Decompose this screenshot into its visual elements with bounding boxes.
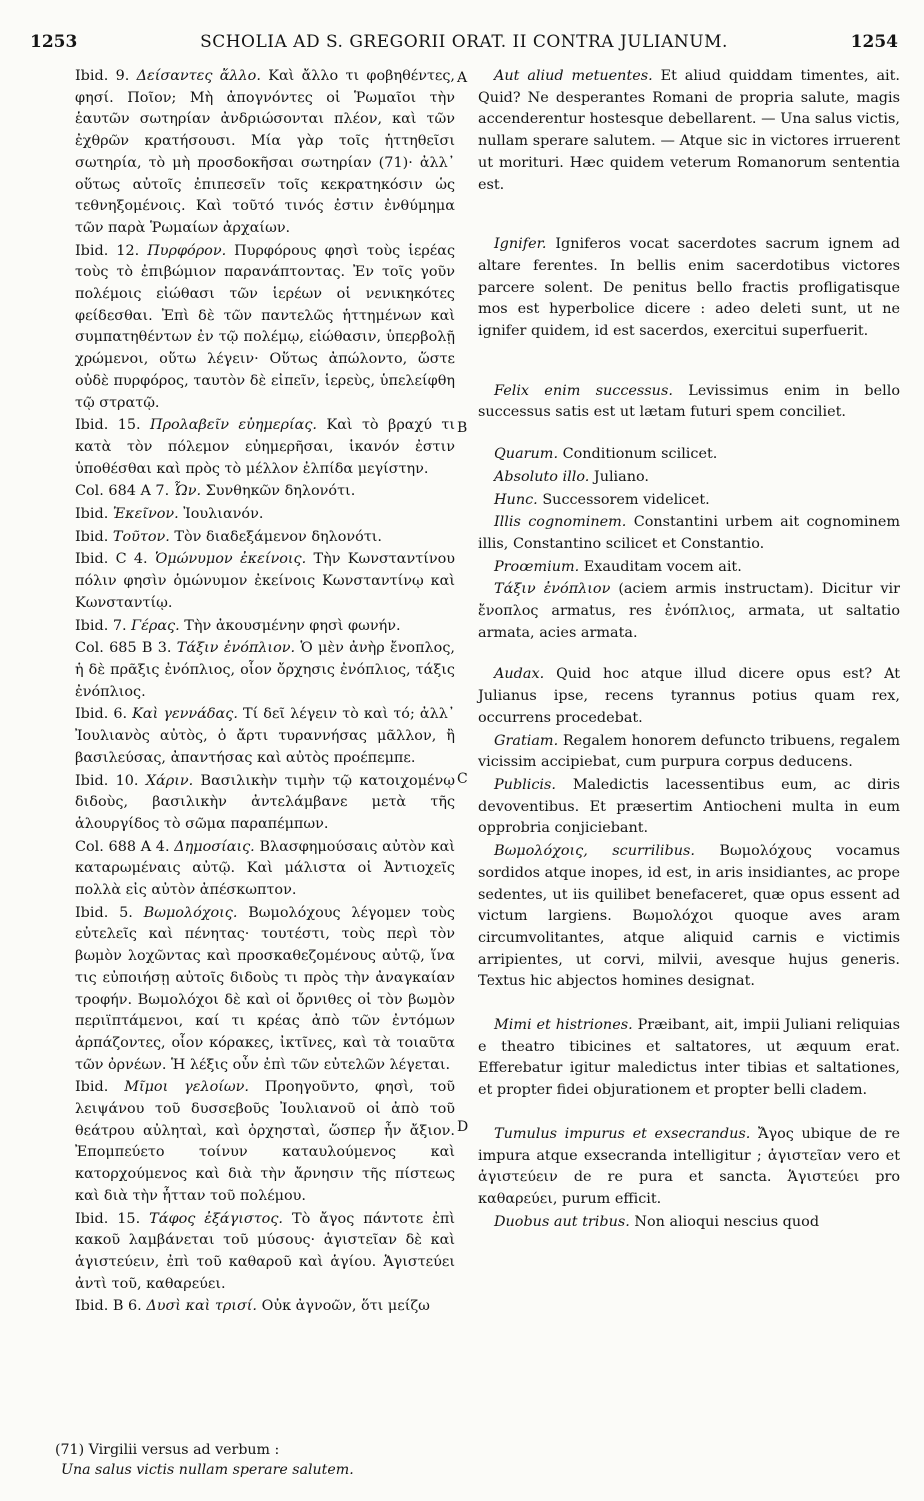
latin-scholion: Gratiam. Regalem honorem defuncto tribuens, regalem vicissim accipiebat, cum purpura corpus deducens. <box>478 732 900 771</box>
footnote <box>55 1440 354 1480</box>
latin-scholion: Absoluto illo. Juliano. <box>494 468 649 485</box>
greek-scholion: Ibid. 7. Γέρας. Τὴν ἀκουσμένην φησὶ φωνήν. <box>75 617 401 634</box>
greek-scholion: Ibid. Τοῦτον. Τὸν διαδεξάμενον δηλονότι. <box>75 528 382 545</box>
latin-scholion: Aut aliud metuentes. Et aliud quiddam timentes, ait. Quid? Ne desperantes Romani de propria salute, magis accenderentur hostesque debellarent. — Una salus victis, nullam sperare salutem. — Atque sic in victores irruerent ut morituri. Hæc quidem veterum Romanorum sententia est. <box>478 68 900 193</box>
greek-scholion: Ibid. 12. Πυρφόρον. Πυρφόρους φησὶ τοὺς ἱερέας τοὺς τὸ ἐπιβώμιον παρανάπτοντας. Ἐν τοῖς γοῦν πολέμοις εἰώθασι τῶν ἱερέων οἱ νενικηκότες φείδεσθαι. Ἐπὶ δὲ τῶν παντελῶς ἡττημένων καὶ συμπατηθέντων ἐν τῷ πολέμῳ, εἰώθασιν, ὑπερβολῇ χρώμενοι, οὕτω λέγειν· Οὕτως ἀπώλοντο, ὥστε οὐδὲ πυρφόρος, ταυτὸν δὲ εἰπεῖν, ἱερεὺς, ὑπελείφθη τῷ στρατῷ. <box>75 242 456 411</box>
margin-letter-c: C <box>457 771 468 787</box>
greek-scholion: Ibid. 5. Βωμολόχοις. Βωμολόχους λέγομεν τοὺς εὐτελεῖς καὶ πένητας· τουτέστι, τοὺς περὶ τὸν βωμὸν λοχῶντας καὶ προσκαθεζομένους αὐτῷ, ἵνα τις εὐποιήσῃ αὐτοῖς διδοὺς τι πρὸς τὴν ἀναγκαίαν τροφήν. Βωμολόχοι δὲ καὶ οἱ ὄρνιθες οἱ τὸν βωμὸν περιϊπτάμενοι, καί τι κρέας ἀπὸ τῶν ἐντόμων ἁρπάζοντες, οἷον κόρακες, ἰκτῖνες, καὶ τὰ τοιαῦτα τῶν ὀρνέων. Ἡ λέξις οὖν ἐπὶ τῶν εὐτελῶν λέγεται. <box>75 904 455 1073</box>
greek-scholion: Ibid. C 4. Ὁμώνυμον ἐκείνοις. Τὴν Κωνσταντίνου πόλιν φησὶν ὁμώνυμον ἐκείνοις Κωνσταντίνῳ καὶ Κωνσταντίῳ. <box>75 551 455 611</box>
page-number-right: 1254 <box>850 32 898 52</box>
greek-scholion: Ibid. B 6. Δυσὶ καὶ τρισί. Οὐκ ἀγνοῶν, ὅτι μείζω <box>75 1298 430 1315</box>
margin-letter-a: A <box>457 70 468 86</box>
margin-letter-d: D <box>457 1119 469 1135</box>
greek-scholion: Ibid. Ἐκεῖνον. Ἰουλιανόν. <box>75 506 264 523</box>
latin-scholion: Proœmium. Exauditam vocem ait. <box>494 558 742 575</box>
margin-letter-b: B <box>457 420 468 436</box>
greek-scholion: Ibid. 10. Χάριν. Βασιλικὴν τιμὴν τῷ κατοιχομένῳ διδοὺς, βασιλικὴν ἀντελάμβανε μετὰ τῆς ἁλουργίδος τὸ σῶμα παραπέμπων. <box>75 772 455 832</box>
latin-scholion: Quarum. Conditionum scilicet. <box>494 446 718 463</box>
latin-scholion: Duobus aut tribus. Non alioqui nescius quod <box>494 1213 820 1230</box>
latin-scholion: Publicis. Maledictis lacessentibus eum, ac diris devoventibus. Et præsertim Antiocheni multa in eum opprobria conjiciebant. <box>478 776 901 837</box>
greek-scholion: Col. 685 B 3. Τάξιν ἐνόπλιον. Ὁ μὲν ἀνὴρ ἔνοπλος, ἡ δὲ πρᾶξις ἐνόπλιος, οἷον ὄρχησις ἐνόπλιος, τάξις ἐνόπλιος. <box>75 640 455 700</box>
latin-scholion: Tumulus impurus et exsecrandus. Ἄγος ubique de re impura atque exsecranda intelligitur ; ἁγιστεῖαν vero et ἁγιστεύειν de re pura et sancta. Ἁγιστεύει pro καθαρεύει, purum efficit. <box>478 1125 901 1207</box>
latin-scholion: Audax. Quid hoc atque illud dicere opus est? At Julianus ipse, recens tyrannus potius quam rex, occurrens procedebat. <box>478 666 900 726</box>
footnote-quote: Una salus victis nullam sperare salutem. <box>61 1462 354 1478</box>
latin-scholion: Hunc. Successorem videlicet. <box>494 491 710 508</box>
latin-scholion: Mimi et histriones. Præibant, ait, impii Juliani reliquias e theatro tibicines et saltatores, ut æquum erat. Efferebatur igitur maledictus inter tibias et saltationes, et propter fidei objurationem et propter belli cladem. <box>478 1017 901 1099</box>
latin-column <box>478 66 900 1233</box>
greek-scholion: Ibid. Μῖμοι γελοίων. Προηγοῦντο, φησὶ, τοῦ λειψάνου τοῦ δυσσεβοῦς Ἰουλιανοῦ οἱ ἀπὸ τοῦ θεάτρου αὐληταὶ, καὶ ὀρχησταὶ, ὥσπερ ἦν ἄξιον. Ἐπομπεύετο τοίνυν καταυλούμενος καὶ κατορχούμενος καὶ διὰ τὴν ἄρνησιν τῆς πίστεως καὶ διὰ τὴν ἧτταν τοῦ πολέμου. <box>75 1079 456 1204</box>
greek-scholion: Col. 688 A 4. Δημοσίαις. Βλασφημούσαις αὐτὸν καὶ καταρωμέναις αὐτῷ. Καὶ μάλιστα οἱ Ἀντιοχεῖς πολλὰ εἰς αὐτὸν ἀπέσκωπτον. <box>75 838 455 899</box>
latin-scholion: Ignifer. Igniferos vocat sacerdotes sacrum ignem ad altare ferentes. In bellis enim sacerdotibus victores parcere solent. De penitus bello fractis profligatisque mos est hyperbolice dicere : adeo deleti sunt, ut ne ignifer quidem, id est sacerdos, exercitui superfuerit. <box>478 236 900 340</box>
latin-scholion: Illis cognominem. Constantini urbem ait cognominem illis, Constantino scilicet et Constantio. <box>478 514 901 552</box>
page-number-left: 1253 <box>30 32 78 52</box>
greek-scholion: Ibid. 15. Τάφος ἐξάγιστος. Τὸ ἄγος πάντοτε ἐπὶ κακοῦ λαμβάνεται τοῦ μύσους· ἁγιστεῖαν δὲ καὶ ἁγιστεύειν, ἐπὶ τοῦ καθαροῦ καὶ ἁγίου. Ἁγιστεύει ἀντὶ τοῦ, καθαρεύει. <box>75 1210 456 1292</box>
greek-scholion: Ibid. 6. Καὶ γεννάδας. Τί δεῖ λέγειν τὸ καὶ τό; ἀλλ᾽ Ἰουλιανὸς αὐτὸς, ὁ ἄρτι τυραννήσας μᾶλλον, ἢ βασιλεύσας, ἀπαντήσας καὶ αὐτὸς προέπεμπε. <box>75 706 456 766</box>
greek-column <box>55 66 455 1318</box>
running-title: SCHOLIA AD S. GREGORII ORAT. II CONTRA JULIANUM. <box>200 32 728 52</box>
latin-scholion: Felix enim successus. Levissimus enim in bello successus satis est ut lætam futuri spem conciliet. <box>478 382 900 421</box>
latin-scholion: Τάξιν ἐνόπλιον (aciem armis instructam). Dicitur vir ἔνοπλος armatus, res ἐνόπλιος, armata, ut saltatio armata, acies armata. <box>478 581 900 641</box>
footnote-text: (71) Virgilii versus ad verbum : <box>55 1442 280 1458</box>
latin-scholion: Βωμολόχοις, scurrilibus. Βωμολόχους vocamus sordidos atque inopes, id est, in aris insidiantes, ac prope sedentes, ut iis quilibet benefaceret, quæ opus essent ad victum largiens. Βωμολόχοι quoque aves aram circumvolitantes, atque aliquid carnis e victimis arripientes, ut corvi, milvii, avesque hujus generis. Textus hic abjectos homines designat. <box>478 843 901 990</box>
greek-scholion: Col. 684 A 7. Ὧν. Συνθηκῶν δηλονότι. <box>75 483 356 500</box>
greek-scholion: Ibid. 9. Δείσαντες ἄλλο. Καὶ ἄλλο τι φοβηθέντες, φησί. Ποῖον; Μὴ ἀπογνόντες οἱ Ῥωμαῖοι τὴν ἑαυτῶν σωτηρίαν ἀνδριώσονται πλέον, καὶ τῶν ἐχθρῶν κρατήσουσι. Μία γὰρ τοῖς ἡττηθεῖσι σωτηρία, τὸ μὴ προσδοκῆσαι σωτηρίαν (71)· ἀλλ᾽ οὕτως αὐτοῖς ἐπιπεσεῖν τοῖς κεκρατηκόσιν ὡς τεθνηξομένοις. Καὶ τοῦτό τινός ἐστιν ἐνθύμημα τῶν παρὰ Ῥωμαίων ἀρχαίων. <box>75 68 455 236</box>
greek-scholion: Ibid. 15. Προλαβεῖν εὐημερίας. Καὶ τὸ βραχύ τι κατὰ τὸν πόλεμον εὐημερῆσαι, ἱκανόν ἐστιν ὑποθέσθαι καὶ πρὸς τὸ μέλλον ἐλπίδα μεγίστην. <box>75 417 456 477</box>
running-header <box>30 32 898 58</box>
